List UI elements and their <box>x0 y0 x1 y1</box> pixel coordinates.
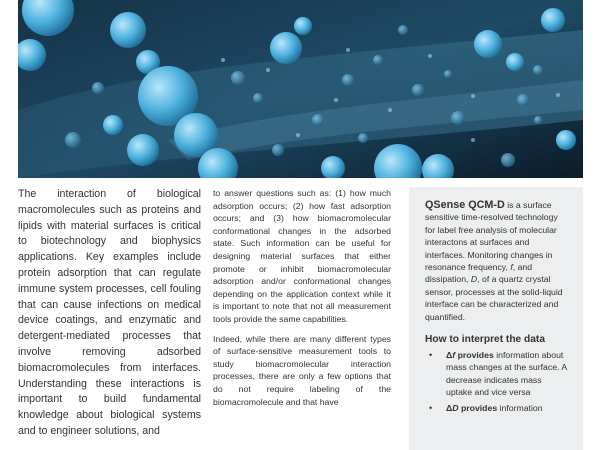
lead-text-3: , of a quartz crystal sensor, processes at the solid-liquid interface can be characterized and quantified. <box>425 274 563 322</box>
middle-paragraph-2: Indeed, while there are many different types of surface-sensitive measurement tools to study biomacromolecular interaction processes, there are only a few options that do not require labeling of the biomacromolecule and that have <box>213 333 391 407</box>
item-symbol: Δ <box>446 402 453 413</box>
interpret-list <box>425 349 569 414</box>
brand-name: QSense QCM-D <box>425 199 505 211</box>
bullet-icon: • <box>429 350 433 361</box>
info-sidebar <box>409 187 583 450</box>
item-text: information about mass changes at the surface. A decrease indicates mass uptake and vice versa <box>446 350 567 398</box>
item-symbol: Δ <box>446 350 453 361</box>
lead-var-d: D <box>470 274 478 285</box>
item-label: provides <box>455 350 494 361</box>
item-var: D <box>452 402 459 413</box>
lead-text-2: , and dissipation, <box>425 262 533 285</box>
sidebar-lead <box>425 199 569 323</box>
intro-column <box>18 187 201 440</box>
item-var: f <box>452 350 456 361</box>
lead-text-1: is a surface sensitive time-resolved technology for label free analysis of molecular interactons at surfaces and interfaces. Monitoring changes in resonance frequency, <box>425 200 558 273</box>
item-label: provides <box>458 402 498 413</box>
lead-var-f: f <box>510 262 513 273</box>
item-text: information <box>497 402 543 413</box>
list-item <box>425 349 569 399</box>
middle-column <box>213 187 391 415</box>
interpret-heading: How to interpret the data <box>425 334 545 346</box>
middle-paragraph-1: to answer questions such as: (1) how much adsorption occurs; (2) how fast adsorption occurs; and (3) how biomacromolecular conformational changes in the adsorbed state. Such information can be useful for designing material surfaces that either promote or inhibit biomacromolecular adsorption and/or conformational changes depending on the application context while it is important to note that not all measurement tools provide the same capabilities. <box>213 188 391 324</box>
intro-paragraph: The interaction of biological macromolecules such as proteins and lipids with material surfaces is critical to biotechnology and biophysics applications. Key examples include protein adsorption that can regulate immune system processes, cell fouling that can cause infections on medical device coatings, and enzymatic and detergent-mediated processes that involve removing adsorbed biomacromolecules from interfaces. Understanding these interactions is important to build fundamental knowledge about biological systems and to engineer solutions, and <box>18 188 201 437</box>
hero-image <box>18 0 583 178</box>
list-item <box>425 402 569 414</box>
bullet-icon: • <box>429 402 433 413</box>
